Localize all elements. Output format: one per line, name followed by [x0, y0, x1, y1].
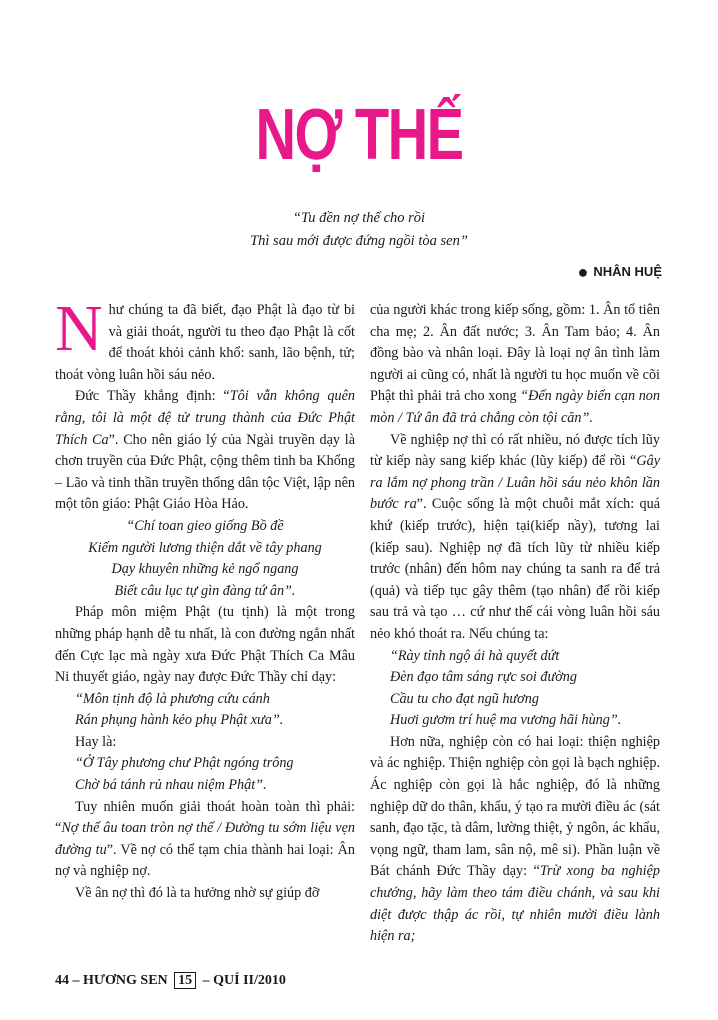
right-column [370, 300, 660, 948]
author-name: NHÂN HUỆ [593, 264, 662, 279]
footer-date: – QUÍ II/2010 [202, 973, 286, 988]
verse-line: Huơi gươm trí huệ ma vương hãi hùng”. [390, 712, 622, 729]
left-column [55, 292, 355, 905]
verse-line: Dạy khuyên những kẻ ngổ ngang [111, 561, 299, 578]
page-title: NỢ THẾ [255, 95, 463, 175]
verse-line: Kiếm người lương thiện dắt về tây phang [88, 539, 322, 556]
verse-line: Cầu tu cho đạt ngũ hương [390, 690, 539, 707]
verse-line: Đèn đạo tâm sáng rực soi đường [390, 669, 577, 686]
paragraph: Như chúng ta đã biết, đạo Phật là đạo từ bi và giải thoát, người tu theo đạo Phật là cốt để thoát khỏi cảnh khổ: sanh, lão bệnh, tử; thoát vòng luân hồi sáu nẻo. [55, 292, 355, 383]
verse-line: Biết câu lục tự gìn đàng tứ ân”. [114, 582, 296, 599]
paragraph: Đức Thầy khẳng định: “Tôi vẫn không quên rằng, tôi là một đệ tử trung thành của Đức Phật Thích Ca”. Cho nên giáo lý của Ngài truyền dạy là chơn truyền của Đức Phật, cộng thêm tinh ba Khổng – Lão và tinh thần truyền thống dân tộc Việt, lập nên một tôn giáo: Phật Giáo Hòa Hảo. [55, 388, 355, 513]
issue-number-badge: 15 [174, 972, 196, 989]
page-footer [55, 972, 286, 989]
paragraph: Hay là: [75, 733, 117, 750]
paragraph: Hơn nữa, nghiệp còn có hai loại: thiện nghiệp và ác nghiệp. Thiện nghiệp còn gọi là bạch nghiệp. Ác nghiệp còn gọi là hắc nghiệp, đó là những nghiệp dữ do thân, khẩu, ý tạo ra mười điều ác (sát sanh, đạo tặc, tà dâm, lường thiệt, ỷ ngôn, ác khẩu, vọng ngữ, tham lam, sân nộ, mê si). Phần luận về Bát chánh Đức Thầy dạy: “Trừ xong ba nghiệp chướng, hãy làm theo tám điều chánh, và sau khi diệt được thập ác rồi, tự nhiên mười điều lành hiện ra; [370, 733, 660, 945]
author-byline [578, 262, 663, 283]
verse-line: Rán phụng hành kẻo phụ Phật xưa”. [75, 712, 284, 729]
paragraph: của người khác trong kiếp sống, gồm: 1. Ân tổ tiên cha mẹ; 2. Ân đất nước; 3. Ân Tam bảo; 4. Ân đồng bào và nhân loại. Đây là loại nợ ân tình làm người ai cũng có, nhất là người tu học muốn về cõi Phật thì phải trả cho xong “Đến ngày biển cạn non mòn / Tứ ân đã trả chẳng còn tội căn”. [370, 302, 660, 426]
verse-block [55, 516, 355, 602]
epigraph-line: “Tu đền nợ thế cho rồi [292, 210, 426, 226]
drop-cap: N [55, 292, 103, 365]
footer-page-magazine: 44 – HƯƠNG SEN [55, 973, 168, 988]
epigraph [0, 207, 718, 253]
paragraph: Về nghiệp nợ thì có rất nhiều, nó được tích lũy từ kiếp này sang kiếp khác (lũy kiếp) để rồi “Gây ra lắm nợ phong trần / Luân hồi sáu nẻo khôn lần bước ra”. Cuộc sống là một chuỗi mắt xích: quá khứ (kiếp trước), hiện tại(kiếp nầy), tương lai (kiếp sau). Nghiệp nợ đã tích lũy từ nhiều kiếp trước (nhân) đến hôm nay chúng ta sanh ra để trả (quả) và tiếp tục gây thêm (tạo nhân) để rồi kiếp sau trả và tạo … cứ như thế cái vòng luân hồi sáu nẻo khó thoát ra. Nếu chúng ta: [370, 431, 660, 642]
paragraph: Tuy nhiên muốn giải thoát hoàn toàn thì phải: “Nợ thế âu toan tròn nợ thế / Đường tu sớm liệu vẹn đường tu”. Về nợ có thể tạm chia thành hai loại: Ân nợ và nghiệp nợ. [55, 798, 355, 880]
verse-line: “Rày tỉnh ngộ ái hà quyết dứt [390, 647, 560, 664]
paragraph: Về ân nợ thì đó là ta hưởng nhờ sự giúp đỡ [75, 885, 320, 902]
bullet-icon: ● [577, 262, 589, 282]
verse-line: Chờ bá tánh rủ nhau niệm Phật”. [75, 777, 267, 794]
verse-line: “Chí toan gieo giống Bồ đề [126, 517, 284, 534]
epigraph-line: Thì sau mới được đứng ngồi tòa sen” [250, 233, 468, 249]
paragraph: Pháp môn miệm Phật (tu tịnh) là một trong những pháp hạnh dễ tu nhất, là con đường ngắn nhất đến Cực lạc mà ngày xưa Đức Phật Thích Ca Mâu Ni thuyết giáo, ngày nay được Đức Thầy chỉ dạy: [55, 604, 355, 686]
verse-line: “Ở Tây phương chư Phật ngóng trông [75, 755, 294, 772]
verse-line: “Môn tịnh độ là phương cứu cánh [75, 690, 270, 707]
